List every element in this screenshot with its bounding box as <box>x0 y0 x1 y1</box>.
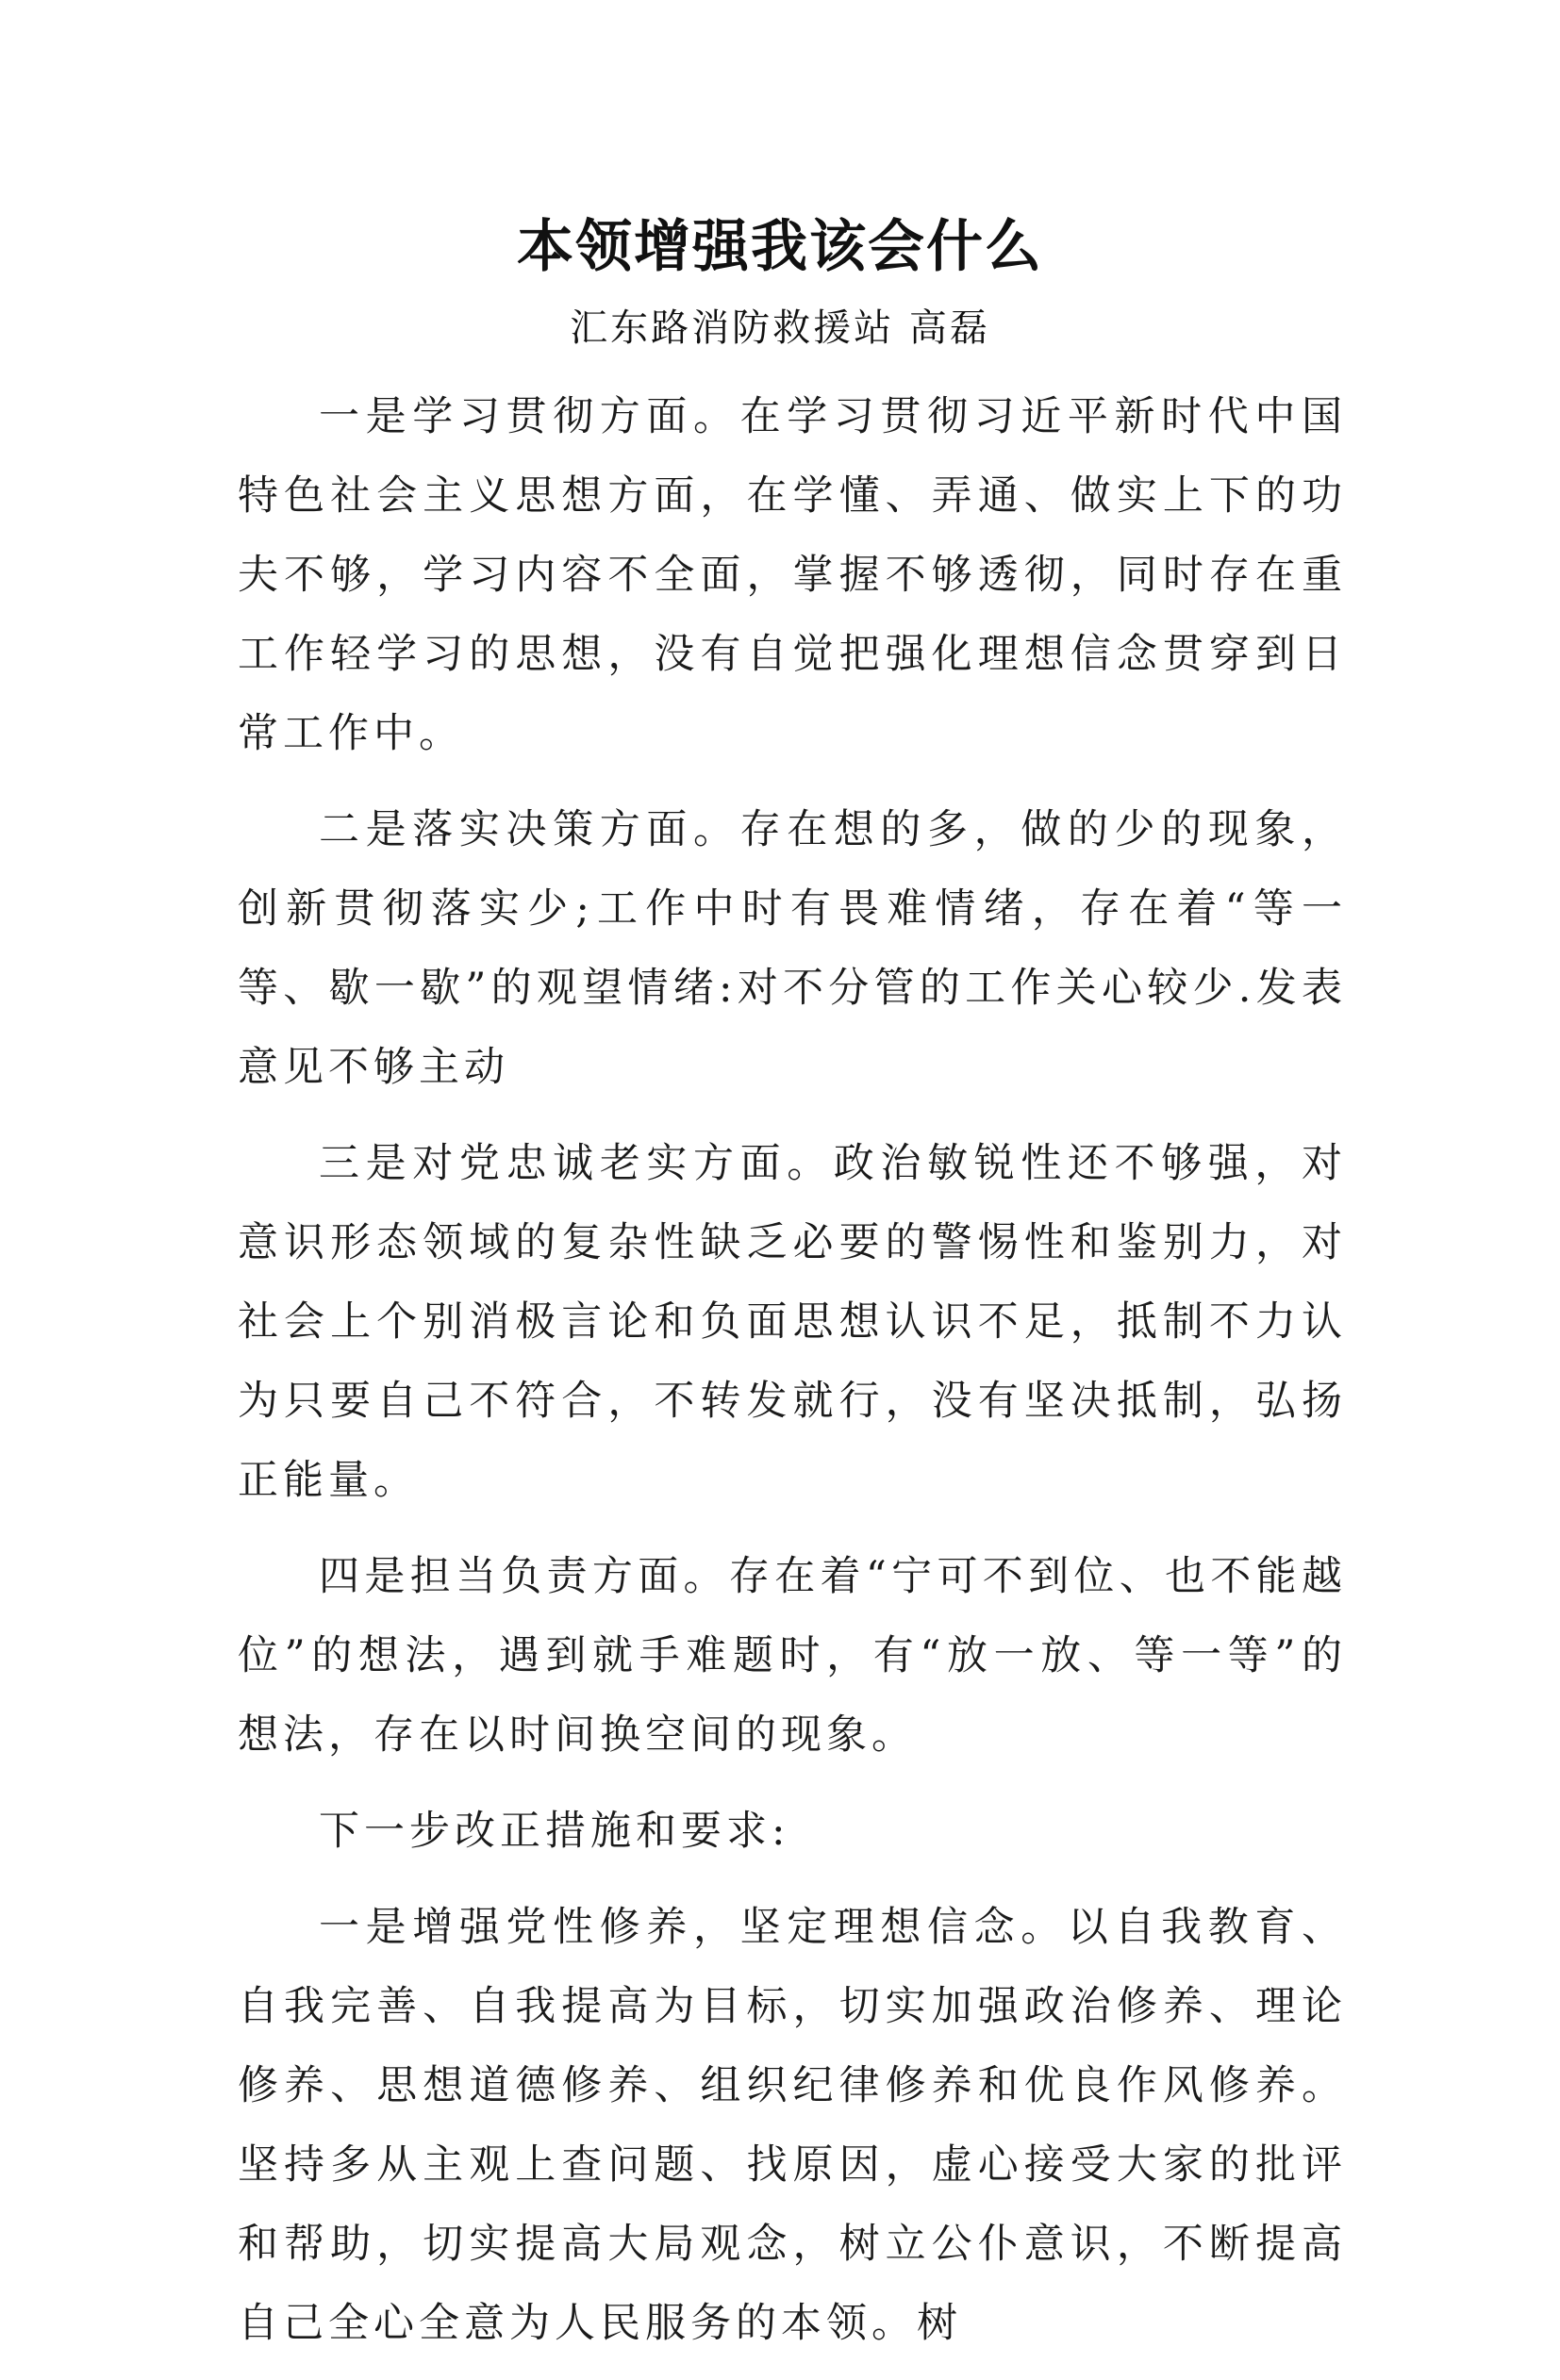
paragraph-responsibility: 四是担当负责方面。存在着“宁可不到位、也不能越位”的想法，遇到就手难题时，有“放一放、等一等”的想法，存在以时间换空间的现象。 <box>238 1553 1347 1759</box>
document-title: 本领增强我该会什么 <box>517 214 1043 280</box>
document-author: 汇东路消防救援站 高磊 <box>570 306 990 350</box>
paragraph-implementation: 二是落实决策方面。存在想的多，做的少的现象，创新贯彻落实少;工作中时有畏难情绪，存在着“等一等、歇一歇”的观望情绪:对不分管的工作关心较少.发表意见不够主动 <box>238 806 1347 1091</box>
document-body <box>238 377 1347 2380</box>
paragraph-next-steps-heading: 下一步改正措施和要求: <box>319 1808 790 1855</box>
paragraph-loyalty: 三是对党忠诚老实方面。政治敏锐性还不够强，对意识形态领域的复杂性缺乏必要的警惕性和鉴别力，对社会上个别消极言论和负面思想认识不足，抵制不力认为只要自己不符合，不转发就行，没有坚决抵制，弘扬正能量。 <box>238 1140 1347 1504</box>
paragraph-study: 一是学习贯彻方面。在学习贯彻习近平新时代中国特色社会主义思想方面，在学懂、弄通、做实上下的功夫不够，学习内容不全面，掌握不够透彻，同时存在重工作轻学习的思想，没有自觉把强化理想信念贯穿到日常工作中。 <box>238 393 1347 757</box>
paragraph-party-spirit: 一是增强党性修养，坚定理想信念。以自我教育、自我完善、自我提高为目标，切实加强政治修养、理论修养、思想道德修养、组织纪律修养和优良作风修养。坚持多从主观上查问题、找原因，虚心接受大家的批评和帮助，切实提高大局观念，树立公仆意识，不断提高自己全心全意为人民服务的本领。树 <box>238 1904 1347 2347</box>
